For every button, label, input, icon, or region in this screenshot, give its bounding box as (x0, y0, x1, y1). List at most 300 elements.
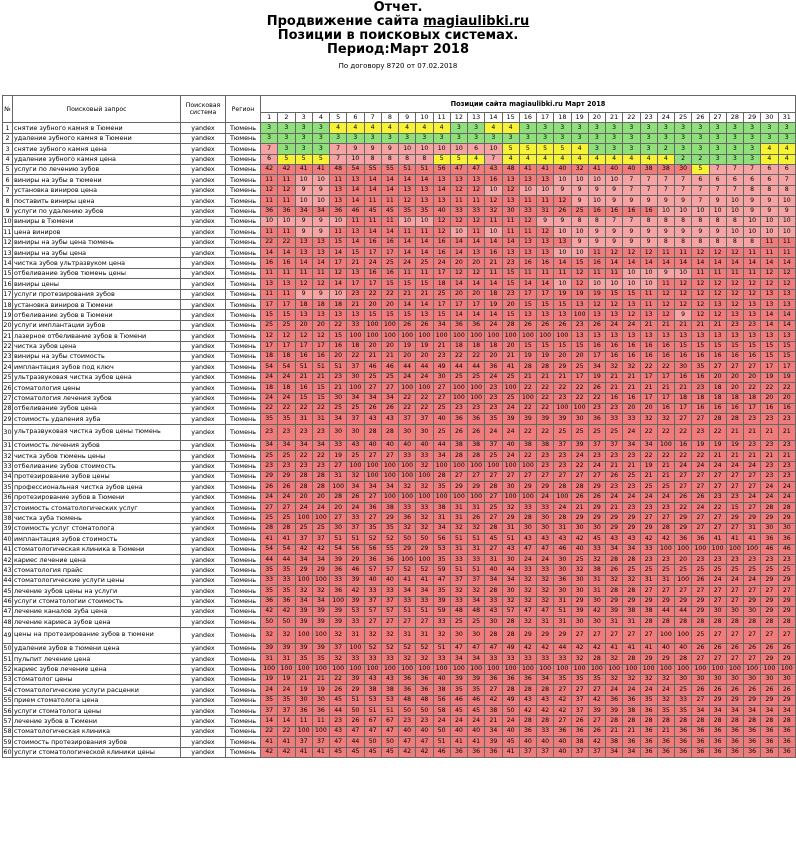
position-cell: 44 (657, 606, 674, 616)
position-cell: 39 (537, 414, 554, 424)
position-cell: 27 (364, 513, 381, 523)
position-cell: 22 (537, 393, 554, 403)
position-cell: 23 (606, 403, 623, 413)
position-cell: 33 (347, 320, 364, 330)
position-cell: 21 (657, 471, 674, 481)
position-cell: 31 (623, 617, 640, 627)
position-cell: 36 (709, 747, 726, 757)
position-cell: 15 (761, 341, 778, 351)
position-cell: 20 (312, 492, 329, 502)
position-cell: 27 (726, 523, 743, 533)
day-header: 17 (537, 113, 554, 123)
query-cell: лечение каналов зуба цена (13, 606, 181, 616)
position-cell: 100 (450, 331, 467, 341)
position-cell: 15 (399, 310, 416, 320)
position-cell: 20 (330, 503, 347, 513)
position-cell: 100 (381, 492, 398, 502)
query-cell: установка виниров в Тюмени (13, 300, 181, 310)
position-cell: 21 (657, 383, 674, 393)
position-cell: 23 (330, 372, 347, 382)
row-number: 34 (3, 472, 12, 481)
position-cell: 22 (295, 403, 312, 413)
position-cell: 100 (330, 596, 347, 606)
table-row (3, 643, 796, 653)
position-cell: 10 (640, 268, 657, 278)
row-number: 44 (3, 576, 12, 585)
position-cell: 16 (433, 237, 450, 247)
position-cell: 22 (519, 451, 536, 461)
position-cell: 42 (571, 643, 588, 653)
position-cell: 42 (416, 747, 433, 757)
position-cell: 49 (433, 362, 450, 372)
query-cell: услуги по удалению зубов (13, 206, 181, 216)
position-cell: 4 (502, 154, 519, 164)
position-cell: 67 (364, 716, 381, 726)
position-cell: 100 (537, 331, 554, 341)
position-cell: 22 (571, 393, 588, 403)
query-cell: чистка зуба тюмень (13, 513, 181, 523)
position-cell: 13 (571, 331, 588, 341)
position-cell: 32 (450, 586, 467, 596)
position-cell: 29 (588, 503, 605, 513)
position-cell: 29 (761, 575, 778, 585)
position-cell: 12 (692, 300, 709, 310)
position-cell: 13 (640, 310, 657, 320)
position-cell: 23 (761, 555, 778, 565)
position-cell: 57 (364, 606, 381, 616)
position-cell: 48 (450, 606, 467, 616)
position-cell: 25 (347, 451, 364, 461)
position-cell: 39 (330, 606, 347, 616)
position-cell: 28 (726, 617, 743, 627)
region-cell: Тюмень (226, 617, 261, 627)
position-cell: 3 (330, 133, 347, 143)
region-cell: Тюмень (226, 123, 261, 133)
position-cell: 12 (692, 289, 709, 299)
position-cell: 37 (295, 534, 312, 544)
table-row (3, 565, 796, 575)
position-cell: 25 (347, 403, 364, 413)
position-cell: 39 (571, 606, 588, 616)
position-cell: 24 (502, 716, 519, 726)
row-number: 26 (3, 383, 12, 392)
day-header: 25 (675, 113, 692, 123)
position-cell: 25 (468, 617, 485, 627)
position-cell: 11 (261, 289, 278, 299)
position-cell: 3 (709, 144, 726, 154)
position-cell: 21 (295, 372, 312, 382)
position-cell: 14 (726, 258, 743, 268)
position-cell: 46 (761, 544, 778, 554)
position-cell: 26 (554, 206, 571, 216)
position-cell: 21 (485, 258, 502, 268)
position-cell: 33 (381, 586, 398, 596)
position-cell: 11 (278, 175, 295, 185)
position-cell: 28 (278, 523, 295, 533)
position-cell: 40 (554, 747, 571, 757)
position-cell: 10 (778, 227, 796, 237)
position-cell: 23 (761, 440, 778, 450)
position-cell: 5 (519, 144, 536, 154)
position-cell: 16 (640, 341, 657, 351)
position-cell: 12 (778, 268, 796, 278)
position-cell: 27 (485, 471, 502, 481)
position-cell: 28 (778, 503, 796, 513)
position-cell: 51 (347, 695, 364, 705)
position-cell: 11 (312, 268, 329, 278)
position-cell: 15 (330, 331, 347, 341)
position-cell: 26 (692, 575, 709, 585)
position-cell: 3 (606, 144, 623, 154)
position-cell: 25 (450, 372, 467, 382)
position-cell: 13 (537, 248, 554, 258)
position-cell: 31 (399, 627, 416, 643)
position-cell: 23 (726, 555, 743, 565)
position-cell: 16 (519, 258, 536, 268)
position-cell: 28 (261, 523, 278, 533)
position-cell: 34 (347, 482, 364, 492)
position-cell: 21 (709, 451, 726, 461)
position-cell: 33 (381, 654, 398, 664)
position-cell: 27 (761, 586, 778, 596)
position-cell: 37 (554, 440, 571, 450)
position-cell: 7 (640, 185, 657, 195)
position-cell: 29 (537, 627, 554, 643)
position-cell: 16 (330, 341, 347, 351)
position-cell: 26 (744, 685, 761, 695)
position-cell: 35 (433, 555, 450, 565)
position-cell: 26 (571, 492, 588, 502)
position-cell: 23 (261, 461, 278, 471)
position-cell: 39 (606, 606, 623, 616)
position-cell: 15 (502, 310, 519, 320)
position-cell: 3 (485, 133, 502, 143)
position-cell: 30 (709, 606, 726, 616)
position-cell: 36 (761, 534, 778, 544)
position-cell: 34 (485, 726, 502, 736)
position-cell: 42 (261, 164, 278, 174)
position-cell: 35 (433, 482, 450, 492)
row-number: 3 (3, 144, 13, 154)
position-cell: 17 (778, 362, 796, 372)
position-cell: 25 (261, 320, 278, 330)
position-cell: 54 (330, 544, 347, 554)
engine-cell: yandex (181, 351, 226, 361)
position-cell: 33 (537, 503, 554, 513)
position-cell: 25 (295, 523, 312, 533)
position-cell: 14 (330, 248, 347, 258)
table-row (3, 258, 796, 268)
engine-cell: yandex (181, 716, 226, 726)
day-header: 1 (261, 113, 278, 123)
position-cell: 52 (364, 534, 381, 544)
position-cell: 24 (278, 372, 295, 382)
position-cell: 14 (468, 237, 485, 247)
position-cell: 11 (278, 289, 295, 299)
position-cell: 13 (726, 331, 743, 341)
position-cell: 16 (485, 175, 502, 185)
position-cell: 31 (554, 617, 571, 627)
position-cell: 30 (554, 565, 571, 575)
region-cell: Тюмень (226, 747, 261, 757)
position-cell: 16 (606, 341, 623, 351)
position-cell: 51 (381, 706, 398, 716)
position-cell: 4 (571, 144, 588, 154)
position-cell: 10 (554, 227, 571, 237)
query-cell: услуги по лечению зубов (13, 164, 181, 174)
position-cell: 6 (778, 164, 796, 174)
position-cell: 100 (347, 664, 364, 674)
position-cell: 100 (416, 555, 433, 565)
row-number: 56 (3, 706, 12, 715)
row-number: 8 (3, 196, 13, 206)
position-cell: 54 (261, 362, 278, 372)
position-cell: 36 (778, 726, 796, 736)
position-cell: 47 (450, 164, 467, 174)
position-cell: 28 (485, 482, 502, 492)
position-cell: 11 (519, 196, 536, 206)
position-cell: 42 (399, 747, 416, 757)
position-cell: 34 (433, 523, 450, 533)
position-cell: 19 (692, 440, 709, 450)
position-cell: 35 (485, 414, 502, 424)
position-cell: 20 (554, 351, 571, 361)
position-cell: 40 (502, 726, 519, 736)
position-cell: 32 (588, 555, 605, 565)
position-cell: 26 (537, 320, 554, 330)
query-cell: удаление зубов в тюмени цена (13, 643, 181, 653)
region-cell: Тюмень (226, 596, 261, 606)
position-cell: 47 (468, 643, 485, 653)
row-number: 28 (3, 404, 12, 413)
position-cell: 36 (623, 695, 640, 705)
position-cell: 31 (468, 544, 485, 554)
position-cell: 17 (519, 289, 536, 299)
position-cell: 14 (485, 237, 502, 247)
engine-cell: yandex (181, 596, 226, 606)
position-cell: 12 (726, 289, 743, 299)
position-cell: 29 (537, 482, 554, 492)
region-cell: Тюмень (226, 654, 261, 664)
position-cell: 29 (692, 606, 709, 616)
position-cell: 44 (261, 555, 278, 565)
position-cell: 13 (726, 310, 743, 320)
row-number: 48 (3, 617, 12, 626)
position-cell: 9 (606, 237, 623, 247)
position-cell: 21 (502, 351, 519, 361)
position-cell: 33 (364, 586, 381, 596)
position-cell: 56 (433, 164, 450, 174)
position-cell: 3 (778, 123, 796, 133)
position-cell: 23 (692, 383, 709, 393)
position-cell: 17 (571, 372, 588, 382)
position-cell: 9 (606, 227, 623, 237)
position-cell: 27 (744, 503, 761, 513)
position-cell: 42 (554, 706, 571, 716)
position-cell: 100 (433, 461, 450, 471)
position-cell: 54 (278, 362, 295, 372)
region-cell: Тюмень (226, 606, 261, 616)
position-cell: 39 (502, 414, 519, 424)
position-cell: 8 (709, 216, 726, 226)
position-cell: 24 (295, 503, 312, 513)
table-row (3, 424, 796, 440)
contract-info: По договору 8720 от 07.02.2018 (338, 62, 458, 70)
position-cell: 41 (606, 643, 623, 653)
position-cell: 45 (485, 534, 502, 544)
engine-cell: yandex (181, 503, 226, 513)
region-cell: Тюмень (226, 716, 261, 726)
row-number: 17 (3, 290, 12, 299)
position-cell: 13 (261, 279, 278, 289)
position-cell: 28 (312, 471, 329, 481)
table-row (3, 695, 796, 705)
position-cell: 7 (726, 185, 743, 195)
position-cell: 3 (675, 123, 692, 133)
position-cell: 23 (709, 492, 726, 502)
position-cell: 27 (485, 685, 502, 695)
site-link[interactable]: magiaulibki.ru (423, 14, 530, 29)
position-cell: 3 (554, 123, 571, 133)
row-number: 52 (3, 665, 12, 674)
position-cell: 34 (364, 482, 381, 492)
position-cell: 20 (364, 341, 381, 351)
position-cell: 19 (295, 685, 312, 695)
position-cell: 13 (640, 331, 657, 341)
position-cell: 36 (399, 685, 416, 695)
position-cell: 4 (778, 144, 796, 154)
position-cell: 14 (468, 310, 485, 320)
position-cell: 32 (364, 627, 381, 643)
position-cell: 29 (778, 654, 796, 664)
position-cell: 35 (261, 414, 278, 424)
position-cell: 29 (778, 596, 796, 606)
position-cell: 3 (312, 144, 329, 154)
position-cell: 38 (433, 503, 450, 513)
position-cell: 11 (657, 248, 674, 258)
engine-cell: yandex (181, 206, 226, 216)
position-cell: 8 (588, 216, 605, 226)
position-cell: 24 (623, 424, 640, 440)
position-cell: 48 (399, 695, 416, 705)
table-row (3, 279, 796, 289)
position-cell: 33 (554, 654, 571, 664)
position-cell: 29 (571, 513, 588, 523)
engine-cell: yandex (181, 451, 226, 461)
position-cell: 13 (778, 331, 796, 341)
position-cell: 11 (726, 268, 743, 278)
position-cell: 36 (726, 747, 743, 757)
position-cell: 100 (623, 664, 640, 674)
position-cell: 13 (519, 310, 536, 320)
position-cell: 28 (485, 627, 502, 643)
position-cell: 14 (295, 258, 312, 268)
position-cell: 19 (778, 372, 796, 382)
position-cell: 39 (450, 674, 467, 684)
position-cell: 6 (726, 175, 743, 185)
position-cell: 36 (364, 503, 381, 513)
engine-cell: yandex (181, 440, 226, 450)
position-cell: 23 (485, 393, 502, 403)
position-cell: 22 (692, 451, 709, 461)
position-cell: 19 (485, 300, 502, 310)
day-header: 3 (295, 113, 312, 123)
position-cell: 58 (433, 706, 450, 716)
position-cell: 43 (347, 440, 364, 450)
position-cell: 43 (381, 414, 398, 424)
position-cell: 11 (278, 196, 295, 206)
position-cell: 9 (606, 196, 623, 206)
position-cell: 42 (588, 695, 605, 705)
position-cell: 19 (761, 372, 778, 382)
position-cell: 25 (675, 685, 692, 695)
position-cell: 24 (312, 503, 329, 513)
position-cell: 3 (761, 123, 778, 133)
position-cell: 36 (744, 737, 761, 747)
region-cell: Тюмень (226, 513, 261, 523)
position-cell: 22 (295, 451, 312, 461)
position-cell: 40 (433, 414, 450, 424)
position-cell: 27 (640, 627, 657, 643)
position-cell: 41 (519, 164, 536, 174)
position-cell: 13 (330, 310, 347, 320)
position-cell: 20 (571, 351, 588, 361)
position-cell: 8 (675, 237, 692, 247)
position-cell: 53 (433, 544, 450, 554)
position-cell: 29 (640, 596, 657, 606)
position-cell: 39 (347, 575, 364, 585)
position-cell: 32 (571, 654, 588, 664)
table-row (3, 144, 796, 154)
position-cell: 9 (709, 196, 726, 206)
position-cell: 38 (433, 685, 450, 695)
position-cell: 14 (347, 185, 364, 195)
table-row (3, 606, 796, 616)
position-cell: 25 (416, 258, 433, 268)
position-cell: 3 (744, 144, 761, 154)
position-cell: 30 (502, 482, 519, 492)
query-cell: виниры на зубы в тюмени (13, 175, 181, 185)
engine-cell: yandex (181, 424, 226, 440)
position-cell: 15 (761, 351, 778, 361)
position-cell: 100 (399, 555, 416, 565)
position-cell: 3 (726, 123, 743, 133)
position-cell: 24 (278, 685, 295, 695)
position-cell: 9 (606, 185, 623, 195)
position-cell: 26 (330, 685, 347, 695)
position-cell: 100 (364, 461, 381, 471)
position-cell: 47 (364, 726, 381, 736)
position-cell: 27 (675, 471, 692, 481)
position-cell: 23 (640, 503, 657, 513)
table-row (3, 164, 796, 174)
position-cell: 21 (606, 461, 623, 471)
position-cell: 23 (692, 555, 709, 565)
region-cell: Тюмень (226, 737, 261, 747)
position-cell: 23 (657, 555, 674, 565)
row-number: 29 (3, 414, 12, 423)
position-cell: 27 (571, 627, 588, 643)
position-cell: 10 (261, 216, 278, 226)
position-cell: 33 (450, 206, 467, 216)
position-cell: 33 (433, 654, 450, 664)
position-cell: 11 (744, 268, 761, 278)
position-cell: 34 (295, 596, 312, 606)
position-cell: 21 (519, 372, 536, 382)
position-cell: 30 (675, 362, 692, 372)
position-cell: 11 (468, 196, 485, 206)
row-number: 31 (3, 441, 12, 450)
